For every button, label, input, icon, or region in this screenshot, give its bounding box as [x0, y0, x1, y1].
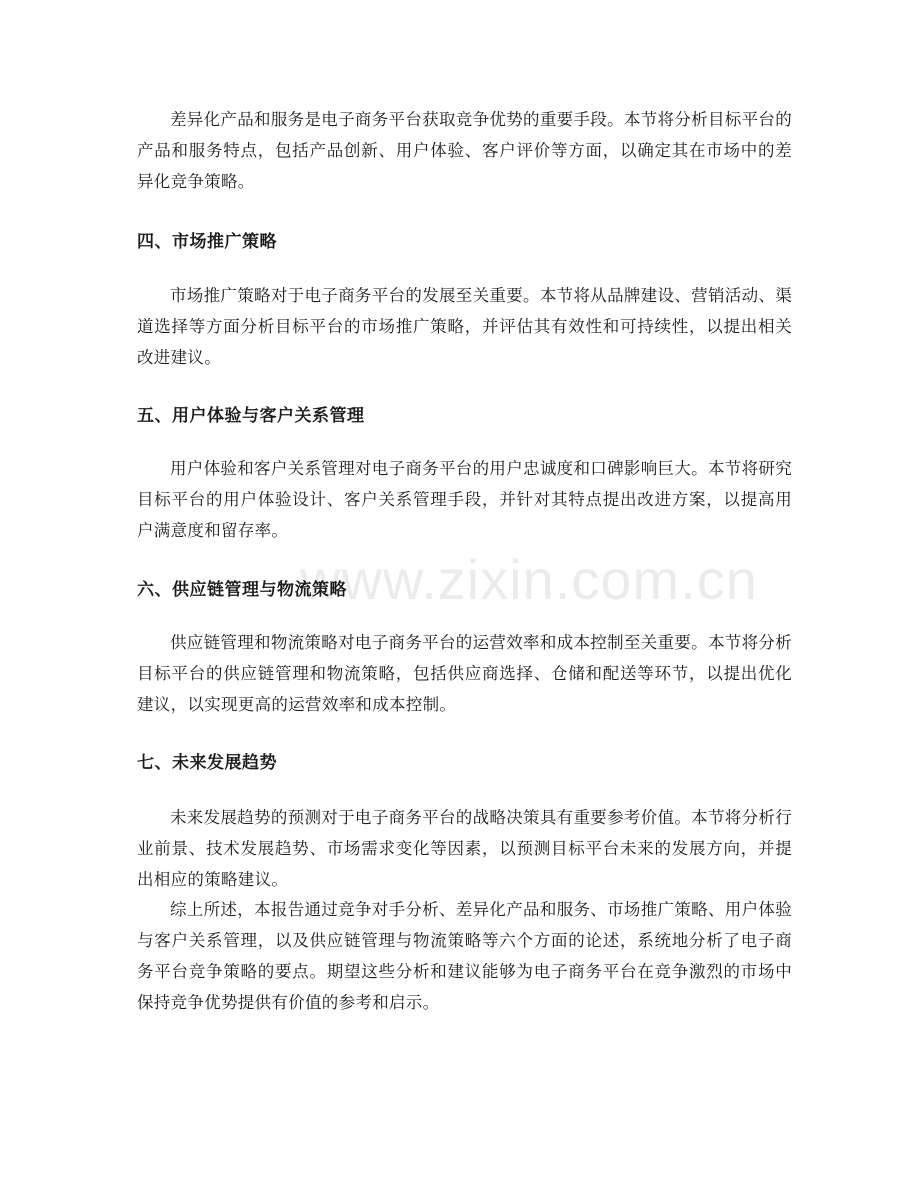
- paragraph-supply-chain: [137, 627, 792, 720]
- section-heading-7: [137, 748, 792, 779]
- paragraph-text: 供应链管理和物流策略对电子商务平台的运营效率和成本控制至关重要。本节将分析目标平台的供应链管理和物流策略，包括供应商选择、仓储和配送等环节，以提出优化建议，以实现更高的运营效率和成本控制。: [137, 633, 792, 714]
- paragraph-differentiation: [137, 104, 792, 197]
- paragraph-user-experience: [137, 453, 792, 546]
- section-heading-4: [137, 227, 792, 258]
- paragraph-text: 差异化产品和服务是电子商务平台获取竞争优势的重要手段。本节将分析目标平台的产品和服务特点，包括产品创新、用户体验、客户评价等方面，以确定其在市场中的差异化竞争策略。: [137, 110, 792, 191]
- heading-text: 七、未来发展趋势: [137, 753, 277, 773]
- paragraph-text: 用户体验和客户关系管理对电子商务平台的用户忠诚度和口碑影响巨大。本节将研究目标平台的用户体验设计、客户关系管理手段，并针对其特点提出改进方案，以提高用户满意度和留存率。: [137, 459, 792, 540]
- paragraph-text: 综上所述，本报告通过竞争对手分析、差异化产品和服务、市场推广策略、用户体验与客户关系管理，以及供应链管理与物流策略等六个方面的论述，系统地分析了电子商务平台竞争策略的要点。期望这些分析和建议能够为电子商务平台在竞争激烈的市场中保持竞争优势提供有价值的参考和启示。: [137, 900, 792, 1012]
- paragraph-conclusion: [137, 894, 792, 1018]
- paragraph-text: 未来发展趋势的预测对于电子商务平台的战略决策具有重要参考价值。本节将分析行业前景、技术发展趋势、市场需求变化等因素，以预测目标平台未来的发展方向，并提出相应的策略建议。: [137, 808, 792, 889]
- paragraph-future-trends: [137, 802, 792, 895]
- heading-text: 四、市场推广策略: [137, 232, 277, 252]
- paragraph-marketing: [137, 280, 792, 373]
- section-heading-5: [137, 401, 792, 432]
- watermark: www.zixin.com.cn: [300, 548, 758, 611]
- heading-text: 六、供应链管理与物流策略: [137, 580, 347, 600]
- section-heading-6: [137, 575, 792, 606]
- heading-text: 五、用户体验与客户关系管理: [137, 406, 365, 426]
- paragraph-text: 市场推广策略对于电子商务平台的发展至关重要。本节将从品牌建设、营销活动、渠道选择等方面分析目标平台的市场推广策略，并评估其有效性和可持续性，以提出相关改进建议。: [137, 286, 792, 367]
